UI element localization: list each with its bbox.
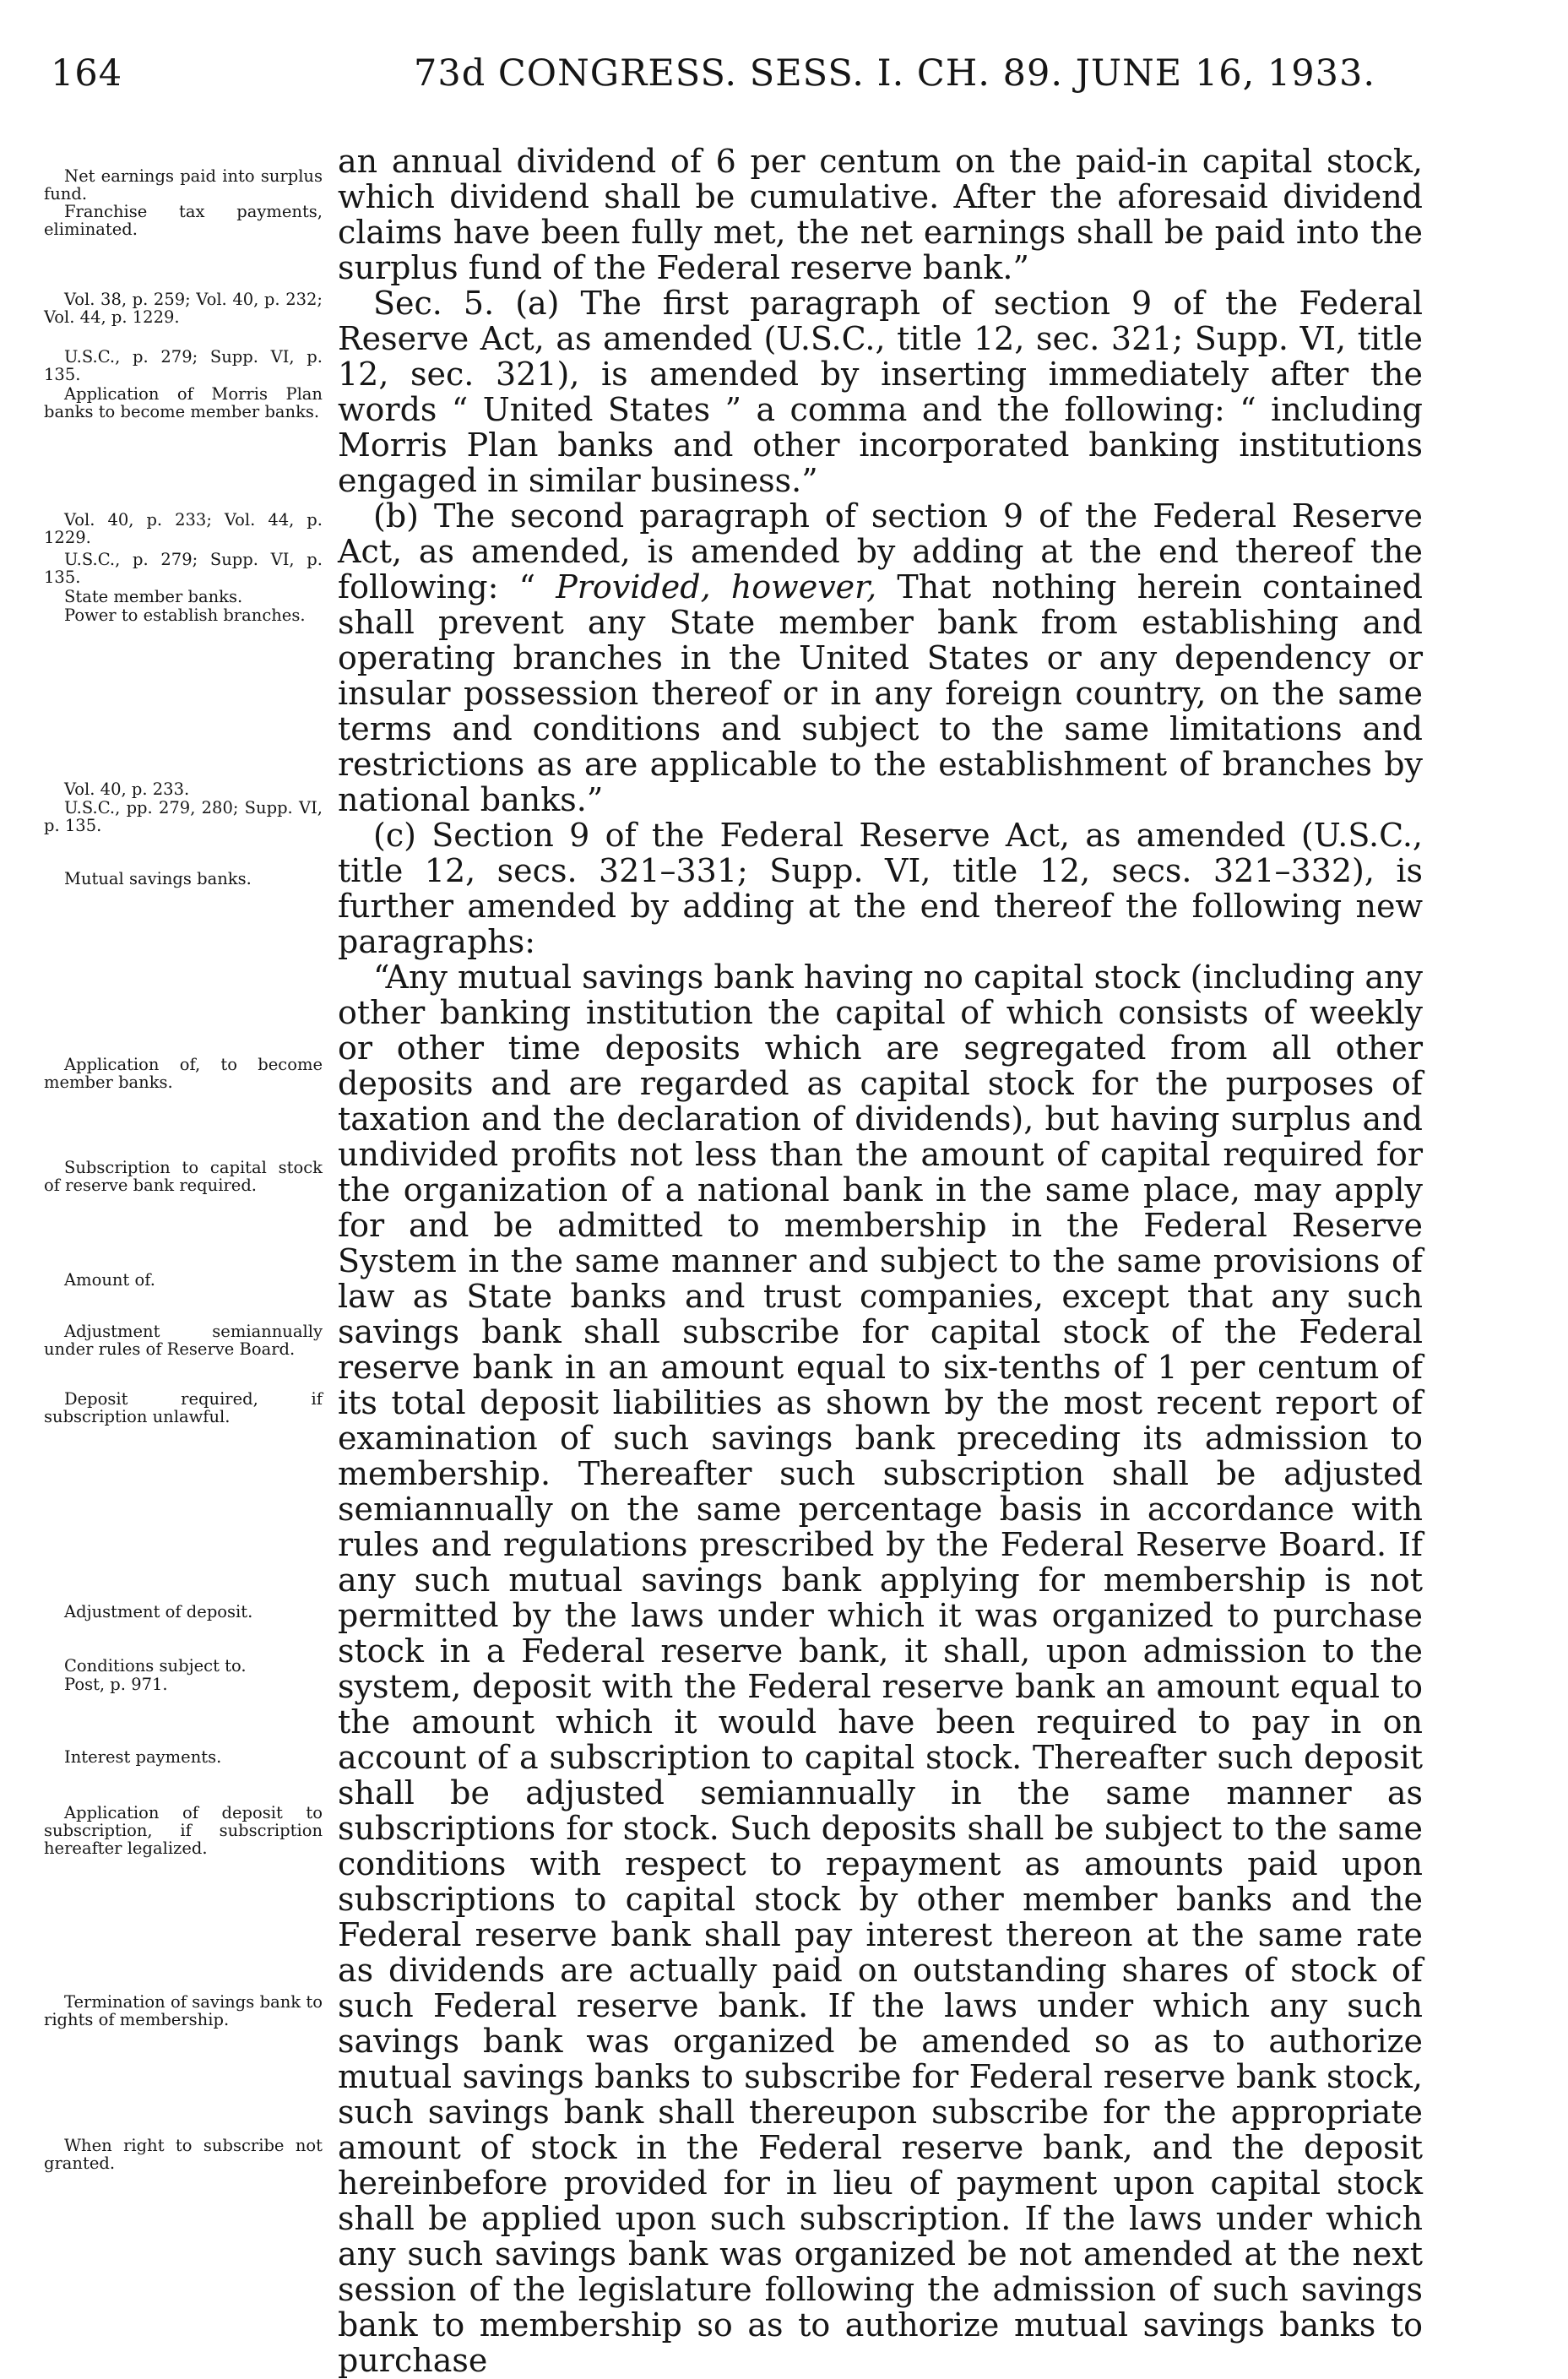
margin-note: Amount of. — [64, 1270, 155, 1290]
paragraph-sec5a: Sec. 5. (a) The first paragraph of section 9 of the Federal Reserve Act, as amended (U.S.C., title 12, sec. 321; Supp. VI, title 12, sec. 321), is amended by inserting immediately after the words “ United States ” a comma and the following: “ including Morris Plan banks and other incorporated banking institutions engaged in similar business.” — [338, 285, 1423, 499]
paragraph-mutual-savings: “Any mutual savings bank having no capital stock (including any other banking institution the capital of which consists of weekly or other time deposits which are segregated from all other deposits and are regarded as capital stock for the purposes of taxation and the declaration of dividends), but having surplus and undivided profits not less than the amount of capital required for the organization of a national bank in the same place, may apply for and be admitted to membership in the Federal Reserve System in the same manner and subject to the same provisions of law as State banks and trust companies, except that any such savings bank shall subscribe for capital stock of the Federal reserve bank in an amount equal to six-tenths of 1 per centum of its total deposit liabilities as shown by the most recent report of examination of such savings bank preceding its admission to membership. Thereafter such subscription shall be adjusted semiannually on the same percentage basis in accordance with rules and regulations prescribed by the Federal Reserve Board. If any such mutual savings bank applying for membership is not permitted by the laws under which it was organized to purchase stock in a Federal reserve bank, it shall, upon admission to the system, deposit with the Federal reserve bank an amount equal to the amount which it would have been required to pay in on account of a subscription to capital stock. Thereafter such deposit shall be adjusted semiannually in the same manner as subscriptions for stock. Such deposits shall be subject to the same conditions with respect to repayment as amounts paid upon subscriptions to capital stock by other member banks and the Federal reserve bank shall pay interest thereon at the same rate as dividends are actually paid on outstanding shares of stock of such Federal reserve bank. If the laws under which any such savings bank was organized be amended so as to authorize mutual savings banks to subscribe for Federal reserve bank stock, such savings bank shall thereupon subscribe for the appropriate amount of stock in the Federal reserve bank, and the deposit hereinbefore provided for in lieu of payment upon capital stock shall be applied upon such subscription. If the laws under which any such savings bank was organized be not amended at the next session of the legislature following the admission of such savings bank to membership so as to authorize mutual savings banks to purchase — [338, 959, 1423, 2379]
paragraph-dividend: an annual dividend of 6 per centum on the paid-in capital stock, which dividend shall be cumulative. After the aforesaid dividend claims have been fully met, the net earnings shall be paid into the surplus fund of the Federal reserve bank.” — [338, 143, 1423, 286]
margin-note: Conditions subject to. — [64, 1656, 247, 1676]
margin-note: U.S.C., p. 279; Supp. VI, p. 135. — [44, 347, 323, 384]
margin-note: When right to subscribe not granted. — [44, 2136, 323, 2173]
margin-note: Interest payments. — [64, 1747, 222, 1767]
margin-note: Net earnings paid into surplus fund. — [44, 166, 323, 204]
margin-note: Termination of savings bank to rights of membership. — [44, 1992, 323, 2029]
margin-note: Application of, to become member banks. — [44, 1055, 323, 1092]
margin-note: Adjustment of deposit. — [64, 1602, 253, 1621]
margin-note: Vol. 40, p. 233. — [64, 779, 190, 799]
margin-note: Application of deposit to subscription, if subscription hereafter legalized. — [44, 1803, 323, 1858]
page-number: 164 — [51, 52, 123, 95]
margin-note: Post, p. 971. — [64, 1675, 168, 1694]
margin-note: U.S.C., pp. 279, 280; Supp. VI, p. 135. — [44, 798, 323, 835]
margin-note: State member banks. — [64, 587, 243, 606]
paragraph-sec5b: (b) The second paragraph of section 9 of the Federal Reserve Act, as amended, is amended by adding at the end thereof the following: “ Provided, however, That nothing herein contained shall prevent any State member bank from establishing and operating branches in the United States or any dependency or insular possession thereof or in any foreign country, on the same terms and conditions and subject to the same limitations and restrictions as are applicable to the establishment of branches by national banks.” — [338, 497, 1423, 818]
margin-note: Adjustment semiannually under rules of Reserve Board. — [44, 1322, 323, 1359]
margin-note: Mutual savings banks. — [64, 869, 252, 888]
statute-text — [338, 144, 1423, 2378]
paragraph-sec5c: (c) Section 9 of the Federal Reserve Act, as amended (U.S.C., title 12, secs. 321–331; Supp. VI, title 12, secs. 321–332), is further amended by adding at the end thereof the following new paragraphs: — [338, 817, 1423, 960]
margin-note: U.S.C., p. 279; Supp. VI, p. 135. — [44, 550, 323, 587]
margin-note: Franchise tax payments, eliminated. — [44, 202, 323, 239]
running-head: 73d CONGRESS. SESS. I. CH. 89. JUNE 16, 1933. — [414, 52, 1376, 95]
page-header — [51, 52, 1500, 103]
margin-note: Power to establish branches. — [64, 606, 306, 625]
margin-note: Vol. 38, p. 259; Vol. 40, p. 232; Vol. 44, p. 1229. — [44, 290, 323, 327]
margin-note: Subscription to capital stock of reserve bank required. — [44, 1158, 323, 1195]
margin-note: Deposit required, if subscription unlawful. — [44, 1389, 323, 1426]
margin-note: Application of Morris Plan banks to become member banks. — [44, 384, 323, 421]
provided-however: Provided, however, — [556, 568, 877, 606]
margin-note: Vol. 40, p. 233; Vol. 44, p. 1229. — [44, 510, 323, 547]
